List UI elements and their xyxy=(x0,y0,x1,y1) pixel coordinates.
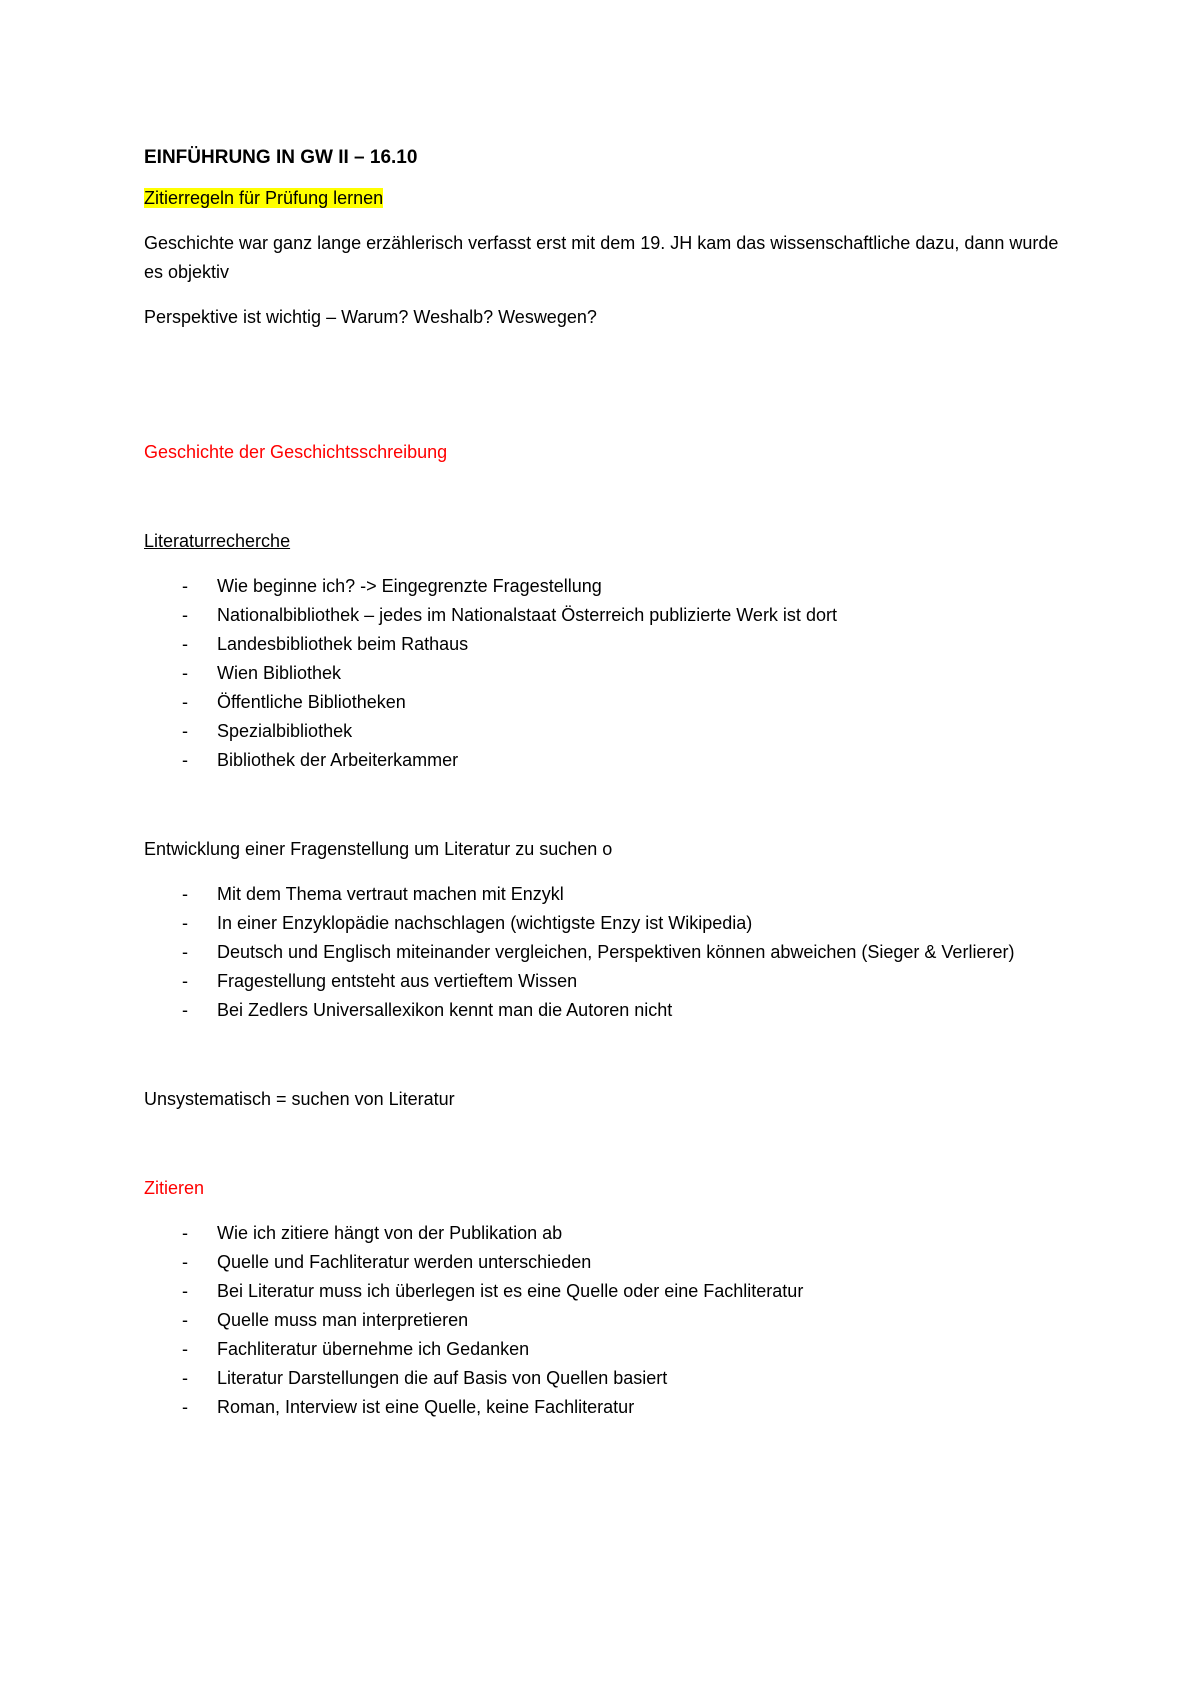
question-list xyxy=(144,880,1064,1025)
list-item-text: Spezialbibliothek xyxy=(217,721,353,741)
list-item-text: In einer Enzyklopädie nachschlagen (wichtigste Enzy ist Wikipedia) xyxy=(217,913,753,933)
intro-paragraph-1: Geschichte war ganz lange erzählerisch verfasst erst mit dem 19. JH kam das wissenschaftliche dazu, dann wurde es objektiv xyxy=(144,233,1059,282)
bullet-dash: - xyxy=(182,1281,188,1301)
list-item-text: Bei Literatur muss ich überlegen ist es eine Quelle oder eine Fachliteratur xyxy=(217,1281,804,1301)
list-item-text: Literatur Darstellungen die auf Basis von Quellen basiert xyxy=(217,1368,668,1388)
list-item xyxy=(144,967,1064,996)
bullet-dash: - xyxy=(182,1000,188,1020)
bullet-dash: - xyxy=(182,1252,188,1272)
list-item xyxy=(144,1219,1064,1248)
bullet-dash: - xyxy=(182,692,188,712)
list-item-text: Mit dem Thema vertraut machen mit Enzykl xyxy=(217,884,564,904)
list-item-text: Roman, Interview ist eine Quelle, keine Fachliteratur xyxy=(217,1397,635,1417)
document-body xyxy=(144,146,1064,1438)
list-item xyxy=(144,996,1064,1025)
intro-paragraph-2: Perspektive ist wichtig – Warum? Weshalb? Weswegen? xyxy=(144,307,597,327)
research-list xyxy=(144,572,1064,775)
bullet-dash: - xyxy=(182,721,188,741)
spacer xyxy=(144,348,1064,438)
list-item xyxy=(144,1364,1064,1393)
bullet-dash: - xyxy=(182,750,188,770)
section-heading-citing: Zitieren xyxy=(144,1178,205,1198)
list-item xyxy=(144,746,1064,775)
list-item-text: Quelle muss man interpretieren xyxy=(217,1310,469,1330)
section-heading-question: Entwicklung einer Fragenstellung um Literatur zu suchen o xyxy=(144,839,613,859)
highlighted-note-text: Zitierregeln für Prüfung lernen xyxy=(144,188,384,208)
list-item-text: Öffentliche Bibliotheken xyxy=(217,692,406,712)
list-item-text: Fachliteratur übernehme ich Gedanken xyxy=(217,1339,530,1359)
list-item xyxy=(144,880,1064,909)
list-item-text: Wie beginne ich? -> Eingegrenzte Fragestellung xyxy=(217,576,602,596)
citing-list xyxy=(144,1219,1064,1422)
list-item-text: Wie ich zitiere hängt von der Publikation ab xyxy=(217,1223,563,1243)
bullet-dash: - xyxy=(182,605,188,625)
list-item xyxy=(144,1393,1064,1422)
list-item xyxy=(144,630,1064,659)
list-item xyxy=(144,572,1064,601)
bullet-dash: - xyxy=(182,884,188,904)
bullet-dash: - xyxy=(182,1339,188,1359)
bullet-dash: - xyxy=(182,1310,188,1330)
bullet-dash: - xyxy=(182,1368,188,1388)
spacer xyxy=(144,1130,1064,1174)
list-item xyxy=(144,717,1064,746)
list-item xyxy=(144,688,1064,717)
bullet-dash: - xyxy=(182,1223,188,1243)
list-item xyxy=(144,1306,1064,1335)
list-item-text: Nationalbibliothek – jedes im Nationalstaat Österreich publizierte Werk ist dort xyxy=(217,605,837,625)
list-item-text: Bei Zedlers Universallexikon kennt man die Autoren nicht xyxy=(217,1000,673,1020)
list-item-text: Deutsch und Englisch miteinander vergleichen, Perspektiven können abweichen (Sieger & Verlierer) xyxy=(217,942,1015,962)
list-item-text: Landesbibliothek beim Rathaus xyxy=(217,634,469,654)
bullet-dash: - xyxy=(182,971,188,991)
list-item xyxy=(144,1277,1064,1306)
bullet-dash: - xyxy=(182,913,188,933)
spacer xyxy=(144,791,1064,835)
list-item-text: Quelle und Fachliteratur werden unterschieden xyxy=(217,1252,592,1272)
bullet-dash: - xyxy=(182,663,188,683)
spacer xyxy=(144,483,1064,527)
page-title: EINFÜHRUNG IN GW II – 16.10 xyxy=(144,147,418,168)
spacer xyxy=(144,1041,1064,1085)
section-heading-research: Literaturrecherche xyxy=(144,531,291,551)
bullet-dash: - xyxy=(182,942,188,962)
list-item xyxy=(144,601,1064,630)
highlighted-note xyxy=(144,184,1064,213)
list-item xyxy=(144,938,1064,967)
section-heading-research-wrap xyxy=(144,527,1064,556)
list-item-text: Fragestellung entsteht aus vertieftem Wissen xyxy=(217,971,578,991)
bullet-dash: - xyxy=(182,576,188,596)
list-item xyxy=(144,1248,1064,1277)
unsystematic-line: Unsystematisch = suchen von Literatur xyxy=(144,1089,455,1109)
bullet-dash: - xyxy=(182,634,188,654)
list-item xyxy=(144,1335,1064,1364)
list-item-text: Wien Bibliothek xyxy=(217,663,342,683)
section-heading-history: Geschichte der Geschichtsschreibung xyxy=(144,442,448,462)
list-item xyxy=(144,659,1064,688)
list-item-text: Bibliothek der Arbeiterkammer xyxy=(217,750,459,770)
list-item xyxy=(144,909,1064,938)
bullet-dash: - xyxy=(182,1397,188,1417)
